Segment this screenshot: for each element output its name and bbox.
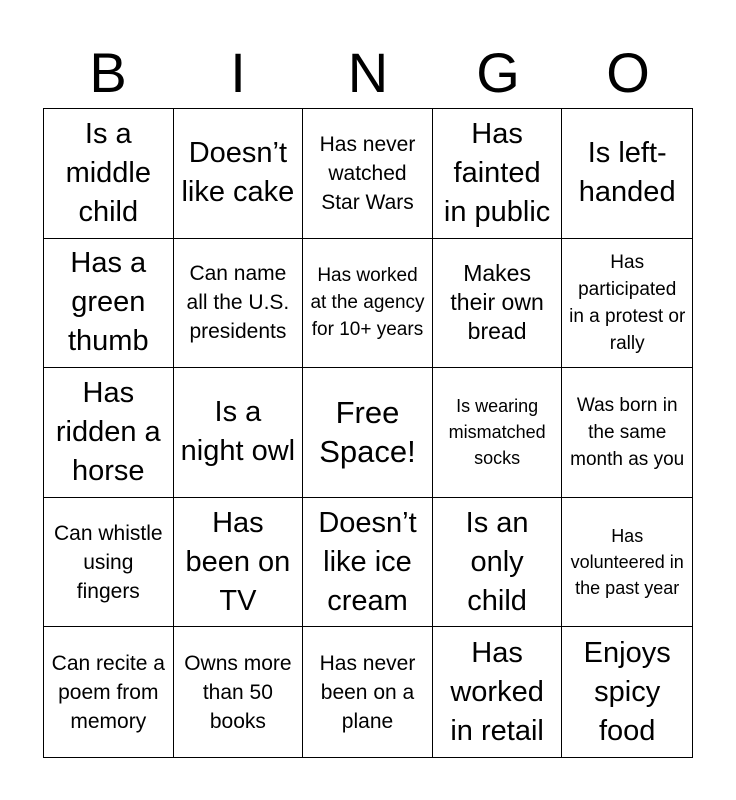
cell-text: Is a middle child — [65, 117, 152, 228]
bingo-cell-r4-c3[interactable] — [303, 498, 433, 628]
bingo-cell-r5-c5[interactable] — [562, 627, 692, 757]
bingo-cell-r4-c5[interactable] — [562, 498, 692, 628]
bingo-cell-r2-c4[interactable] — [433, 239, 563, 369]
cell-text: Can recite a poem from memory — [51, 651, 165, 733]
header-letter-g: G — [476, 41, 520, 104]
bingo-cell-r2-c1[interactable] — [44, 239, 174, 369]
cell-text: Doesn’t like ice cream — [318, 506, 417, 617]
bingo-cell-r5-c4[interactable] — [433, 627, 563, 757]
cell-text: Has never been on a plane — [319, 651, 416, 733]
cell-text: Enjoys spicy food — [583, 636, 671, 747]
cell-text: Was born in the same month as you — [570, 394, 685, 470]
bingo-cell-r5-c1[interactable] — [44, 627, 174, 757]
bingo-cell-r3-c2[interactable] — [174, 368, 304, 498]
bingo-cell-r4-c2[interactable] — [174, 498, 304, 628]
bingo-cell-r1-c3[interactable] — [303, 109, 433, 239]
cell-text: Has worked at the agency for 10+ years — [310, 265, 425, 341]
bingo-cell-r5-c2[interactable] — [174, 627, 304, 757]
header-letter-b: B — [89, 41, 127, 104]
cell-text: Has participated in a protest or rally — [569, 251, 686, 354]
cell-text: Makes their own bread — [450, 260, 544, 345]
bingo-cell-r2-c5[interactable] — [562, 239, 692, 369]
cell-text: Has fainted in public — [443, 117, 551, 228]
bingo-cell-r2-c3[interactable] — [303, 239, 433, 369]
bingo-cell-r1-c5[interactable] — [562, 109, 692, 239]
cell-text: Has ridden a horse — [55, 376, 161, 487]
bingo-cell-r5-c3[interactable] — [303, 627, 433, 757]
cell-text: Has never watched Star Wars — [319, 132, 416, 214]
bingo-cell-r3-c3-free-space[interactable] — [303, 368, 433, 498]
bingo-cell-r1-c1[interactable] — [44, 109, 174, 239]
bingo-cell-r1-c2[interactable] — [174, 109, 304, 239]
cell-text: Has been on TV — [185, 506, 291, 617]
bingo-header — [43, 38, 693, 108]
cell-text: Is a night owl — [180, 396, 296, 468]
cell-text: Has volunteered in the past year — [570, 526, 684, 599]
cell-text: Is left-handed — [578, 137, 676, 209]
cell-text: Can whistle using fingers — [54, 521, 163, 603]
cell-text: Can name all the U.S. presidents — [186, 262, 290, 344]
header-letter-i: I — [230, 41, 246, 104]
cell-text: Is wearing mismatched socks — [448, 396, 546, 469]
header-letter-n: N — [347, 41, 389, 104]
bingo-cell-r3-c1[interactable] — [44, 368, 174, 498]
bingo-board — [43, 108, 693, 758]
bingo-cell-r4-c1[interactable] — [44, 498, 174, 628]
cell-text: Free Space! — [319, 395, 416, 470]
bingo-cell-r2-c2[interactable] — [174, 239, 304, 369]
cell-text: Is an only child — [465, 506, 529, 617]
bingo-cell-r3-c5[interactable] — [562, 368, 692, 498]
bingo-cell-r1-c4[interactable] — [433, 109, 563, 239]
bingo-cell-r4-c4[interactable] — [433, 498, 563, 628]
bingo-cell-r3-c4[interactable] — [433, 368, 563, 498]
cell-text: Doesn’t like cake — [181, 137, 295, 209]
cell-text: Has a green thumb — [67, 247, 149, 358]
cell-text: Owns more than 50 books — [184, 651, 292, 733]
cell-text: Has worked in retail — [450, 636, 544, 747]
header-letter-o: O — [606, 41, 650, 104]
